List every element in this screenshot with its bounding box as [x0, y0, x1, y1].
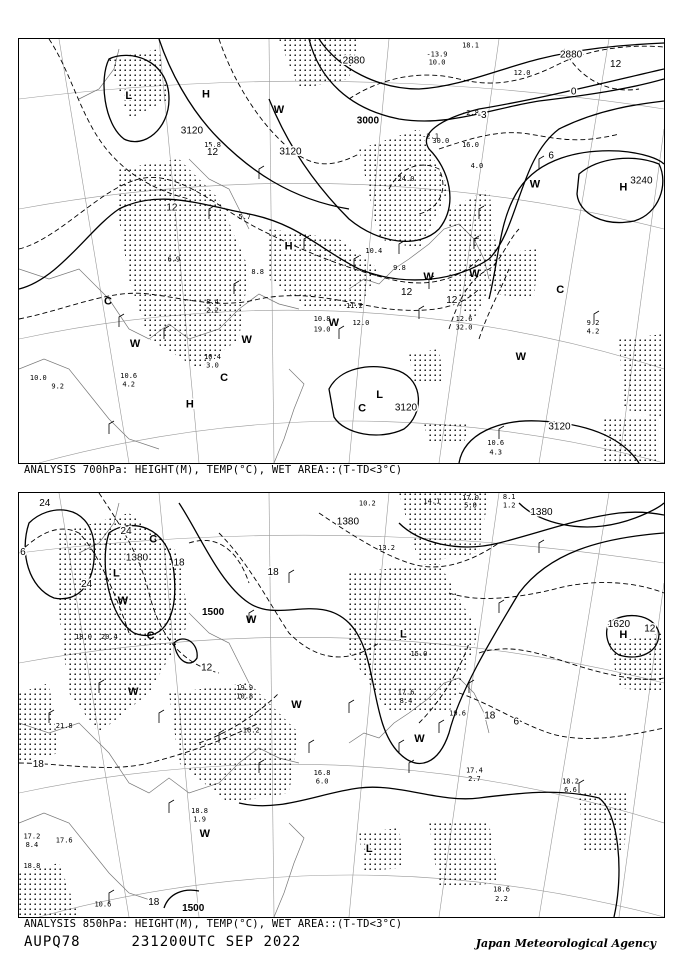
station-value: 8.4	[25, 840, 39, 849]
warm-symbol: W	[469, 267, 480, 280]
station-value: 10.6	[120, 372, 138, 381]
high-pressure-symbol: H	[202, 88, 210, 101]
station-value: 10.2	[358, 499, 376, 508]
station-value: 4.3	[489, 448, 503, 457]
station-value: 10.0	[29, 374, 47, 383]
cold-symbol: C	[220, 372, 229, 385]
station-value: -2.8	[462, 109, 479, 118]
warm-symbol: W	[529, 178, 541, 191]
warm-symbol: W	[199, 828, 210, 841]
isotherm-label: 6	[513, 716, 520, 728]
station-value: 4.0	[470, 162, 484, 171]
station-value: 17.2	[23, 832, 41, 841]
isotherm-label: 12	[401, 287, 413, 299]
station-value: 15.8	[204, 141, 221, 149]
isotherm-label: 24	[39, 498, 51, 510]
isotherm-label: 0	[570, 86, 577, 98]
station-value: 4.2	[586, 327, 600, 336]
station-value: 18.1	[462, 41, 479, 50]
station-value: 10.8	[313, 314, 331, 323]
station-value: 17.0	[462, 494, 479, 503]
station-value: 18.6	[493, 885, 510, 894]
isotherm-label: 12	[201, 662, 213, 674]
warm-symbol: W	[273, 104, 285, 117]
height-label: 3240	[630, 175, 653, 187]
high-pressure-symbol: H	[619, 628, 628, 641]
wet-area	[19, 493, 664, 917]
isotherm-label: 12	[610, 59, 622, 71]
valid-time: 231200UTC SEP 2022	[131, 934, 302, 950]
station-value: 11.2	[345, 302, 363, 311]
high-pressure-symbol: H	[185, 398, 194, 411]
chart-id	[24, 934, 301, 950]
station-value: 5.7	[238, 213, 252, 222]
station-value: 10.4	[204, 353, 221, 361]
station-value: 8.1	[502, 493, 516, 502]
station-value: 6.9	[167, 255, 181, 264]
warm-symbol: W	[117, 595, 128, 608]
height-label: 1380	[125, 552, 149, 564]
map-panel-700hpa	[18, 38, 665, 464]
station-value: 10.6	[94, 900, 112, 909]
station-value: 2.7	[468, 775, 481, 784]
station-value: 9.8	[393, 264, 406, 272]
isotherm-label: 18	[173, 557, 185, 569]
station-value: 16.2	[242, 726, 260, 735]
isotherm-label: 6	[20, 547, 26, 559]
agency-name: Japan Meteorological Agency	[475, 937, 656, 950]
station-value: 12.0	[352, 319, 370, 328]
low-pressure-symbol: L	[365, 843, 373, 856]
station-value: 18.8	[23, 862, 41, 871]
height-label: 3120	[394, 402, 418, 414]
station-value: 8.4	[206, 297, 219, 306]
map-panel-850hpa	[18, 492, 665, 918]
map-850hpa-svg	[19, 493, 664, 917]
height-label: 3120	[279, 146, 302, 158]
station-value: 15.0	[410, 650, 428, 659]
cold-symbol: C	[149, 533, 158, 546]
warm-symbol: W	[515, 350, 526, 363]
station-value: 17.6	[397, 688, 415, 697]
height-label: 3000	[356, 115, 380, 127]
station-value: 16.8	[313, 768, 331, 777]
cold-symbol: C	[556, 283, 565, 296]
isotherm-label: 24	[81, 578, 93, 590]
station-value: 5.0	[464, 501, 477, 510]
station-value: 10.4	[365, 247, 383, 255]
height-label: 2880	[559, 49, 583, 61]
caption-700hpa: ANALYSIS 700hPa: HEIGHT(M), TEMP(°C), WET AREA::(T-TD<3°C)	[24, 464, 403, 476]
height-label: 1620	[607, 619, 631, 631]
station-value: 20.4	[100, 633, 118, 642]
low-pressure-symbol: L	[125, 90, 133, 103]
station-value: 9.2	[51, 382, 65, 391]
station-value: 4.2	[122, 380, 136, 389]
station-value: 13.2	[378, 544, 396, 553]
station-value: 18.8	[191, 807, 209, 815]
isotherm-label: -3	[477, 109, 487, 121]
station-value: 10.0	[428, 58, 446, 67]
height-label: 1500	[201, 607, 225, 619]
station-value: 12.0	[513, 68, 531, 77]
isotherm-label: 18	[32, 759, 44, 771]
warm-symbol: W	[246, 614, 257, 627]
cold-symbol: C	[104, 295, 112, 308]
high-pressure-symbol: H	[619, 181, 628, 194]
station-value: 24.0	[397, 174, 415, 183]
station-value: 8.8	[251, 268, 265, 277]
height-label: 1500	[182, 903, 205, 915]
station-value: 14.1	[423, 497, 441, 506]
station-value: 10.6	[487, 439, 505, 448]
caption-850hpa: ANALYSIS 850hPa: HEIGHT(M), TEMP(°C), WET AREA::(T-TD<3°C)	[24, 918, 403, 930]
height-label: 3120	[548, 421, 571, 433]
station-value: 19.0	[313, 325, 331, 334]
height-label: 3120	[180, 125, 204, 137]
isotherm-label: 18	[148, 896, 160, 908]
warm-symbol: W	[128, 686, 139, 699]
station-value: 18.0	[75, 633, 92, 642]
station-value: 8.4	[399, 696, 413, 705]
product-code: AUPQ78	[24, 934, 81, 950]
high-pressure-symbol: H	[284, 240, 293, 253]
station-value: 6.6	[564, 785, 577, 794]
cold-symbol: C	[358, 402, 367, 415]
isotherm-label: 18	[267, 566, 279, 578]
station-value: 2.2	[206, 306, 219, 315]
isotherm-label: 6	[548, 150, 554, 162]
station-value: 17.6	[55, 836, 73, 845]
isotherm-label: 12	[644, 623, 656, 635]
height-label: 2880	[342, 55, 365, 67]
station-value: 10.8	[236, 692, 254, 701]
warm-symbol: W	[328, 317, 339, 330]
map-700hpa-svg	[19, 39, 664, 463]
low-pressure-symbol: L	[400, 628, 407, 641]
cold-symbol: C	[146, 629, 155, 642]
warm-symbol: W	[129, 338, 141, 351]
warm-symbol: W	[241, 333, 252, 346]
station-value: 1.2	[502, 501, 516, 510]
isotherm-label: 24	[120, 525, 132, 537]
station-value: 30.0	[432, 136, 450, 145]
station-value: 12.6	[455, 314, 473, 323]
station-value: 32.0	[455, 323, 473, 332]
warm-symbol: W	[423, 271, 434, 284]
station-value: 19.6	[449, 709, 467, 718]
station-value: 21.8	[55, 722, 73, 731]
warm-symbol: W	[291, 698, 302, 711]
station-value: 18.2	[562, 777, 579, 786]
station-value: -13.9	[426, 50, 448, 59]
isotherm-label: 12	[206, 146, 219, 158]
station-value: 6.0	[315, 777, 329, 786]
station-value: -2.1	[422, 132, 439, 141]
station-value: 19.9	[236, 684, 254, 692]
height-label: 1380	[530, 507, 553, 519]
warm-symbol: W	[414, 732, 425, 745]
station-value: 17.4	[465, 766, 483, 775]
low-pressure-symbol: L	[376, 389, 383, 402]
height-label: 1380	[336, 516, 360, 528]
station-value: 2.2	[495, 895, 508, 904]
station-value: 16.0	[462, 141, 479, 149]
station-value: 3.0	[206, 361, 219, 370]
low-pressure-symbol: L	[113, 567, 120, 580]
isotherm-label: 12	[166, 202, 178, 214]
station-value: 1.9	[193, 815, 206, 824]
station-value: 9.2	[586, 319, 600, 328]
isotherm-label: 18	[484, 710, 496, 722]
isotherm-label: 12	[446, 295, 458, 307]
